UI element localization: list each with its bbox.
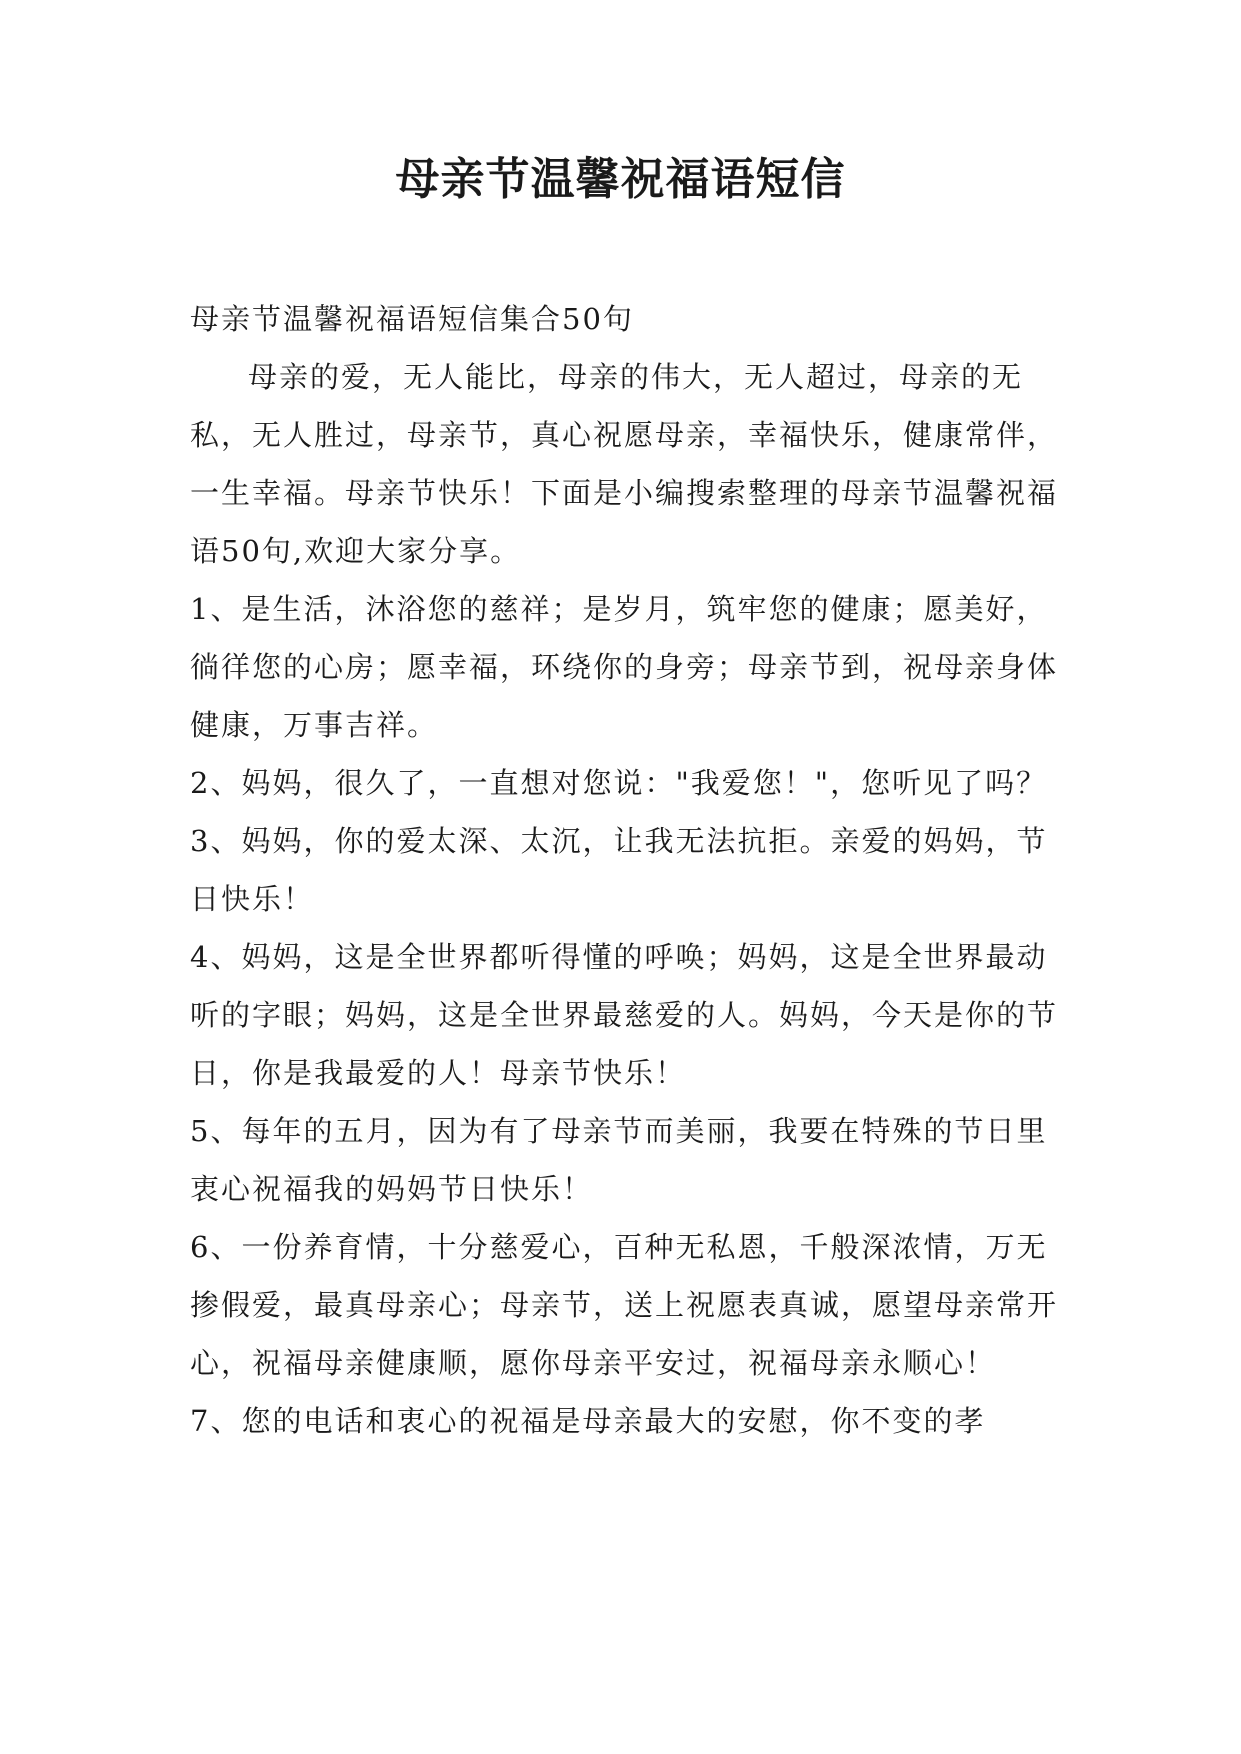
subtitle-line: 母亲节温馨祝福语短信集合50句	[190, 302, 634, 336]
list-item: 4、妈妈，这是全世界都听得懂的呼唤；妈妈，这是全世界最动听的字眼；妈妈，这是全世界最慈爱的人。妈妈，今天是你的节日，你是我最爱的人！母亲节快乐！	[190, 940, 1059, 1090]
list-item: 1、是生活，沐浴您的慈祥；是岁月，筑牢您的健康；愿美好，徜徉您的心房；愿幸福，环绕你的身旁；母亲节到，祝母亲身体健康，万事吉祥。	[190, 592, 1059, 742]
list-item: 3、妈妈，你的爱太深、太沉，让我无法抗拒。亲爱的妈妈，节日快乐！	[190, 824, 1048, 916]
list-item: 6、一份养育情，十分慈爱心，百种无私恩，千般深浓情，万无掺假爱，最真母亲心；母亲节，送上祝愿表真诚，愿望母亲常开心，祝福母亲健康顺，愿你母亲平安过，祝福母亲永顺心！	[190, 1230, 1059, 1380]
document-title: 母亲节温馨祝福语短信	[395, 154, 846, 205]
intro-paragraph: 母亲的爱，无人能比，母亲的伟大，无人超过，母亲的无私，无人胜过，母亲节，真心祝愿母亲，幸福快乐，健康常伴，一生幸福。母亲节快乐！下面是小编搜索整理的母亲节温馨祝福语50句,欢迎大家分享。	[190, 360, 1059, 568]
list-item: 7、您的电话和衷心的祝福是母亲最大的安慰，你不变的孝	[190, 1404, 986, 1438]
list-item: 2、妈妈，很久了，一直想对您说："我爱您！"，您听见了吗？	[190, 766, 1048, 800]
document-body	[190, 290, 1060, 1450]
list-item: 5、每年的五月，因为有了母亲节而美丽，我要在特殊的节日里衷心祝福我的妈妈节日快乐！	[190, 1114, 1048, 1206]
